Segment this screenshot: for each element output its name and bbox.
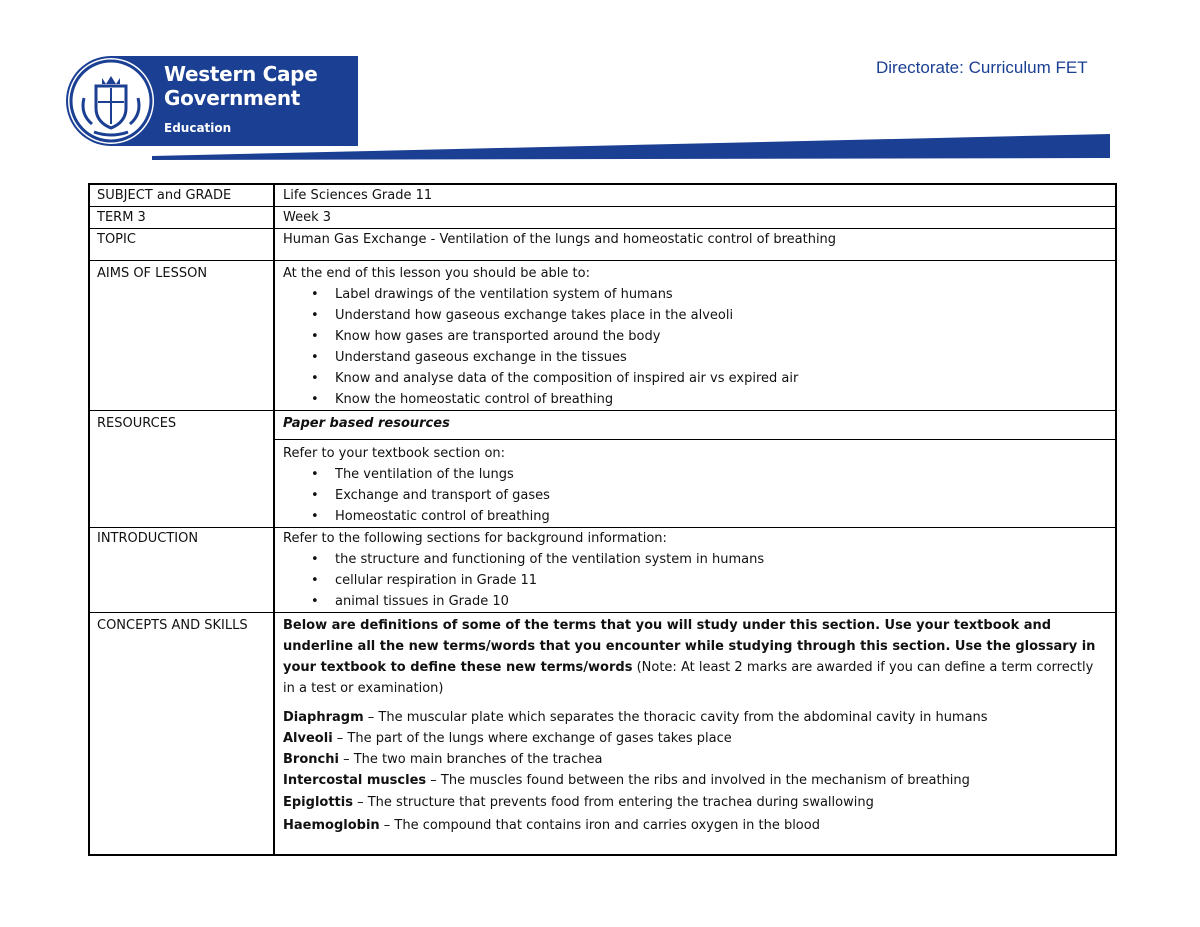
resources-list: [283, 464, 1107, 527]
resources-heading: [274, 411, 1116, 440]
topic-value: Human Gas Exchange - Ventilation of the lungs and homeostatic control of breathing: [274, 229, 1116, 261]
subject-label: SUBJECT and GRADE: [89, 184, 274, 207]
definition-item: [283, 707, 1107, 728]
wcg-logo: [66, 56, 358, 146]
row-subject: [89, 184, 1116, 207]
introduction-content: [274, 528, 1116, 613]
row-resources-heading: [89, 411, 1116, 440]
list-item: • Understand gaseous exchange in the tissues: [335, 347, 1107, 368]
list-item: • the structure and functioning of the ventilation system in humans: [335, 549, 1107, 570]
row-aims: [89, 261, 1116, 411]
logo-title-line2: Government: [164, 86, 301, 110]
introduction-list: [283, 549, 1107, 612]
definition-text: – The part of the lungs where exchange of gases takes place: [332, 731, 732, 746]
lesson-plan-table: [88, 183, 1117, 856]
list-item: • Know the homeostatic control of breathing: [335, 389, 1107, 410]
introduction-intro: Refer to the following sections for background information:: [283, 531, 667, 546]
aims-content: [274, 261, 1116, 411]
row-concepts: [89, 613, 1116, 856]
definition-term: Intercostal muscles: [283, 773, 427, 788]
resources-intro: Refer to your textbook section on:: [283, 446, 506, 461]
concepts-paragraph-bold: Below are definitions of some of the terms that you will study under this section. Use your textbook and underline all the new terms/words that you encounter while studying through this section. Use the glossary in your textbook to define these new terms/words: [283, 618, 1096, 675]
concepts-content: [274, 613, 1116, 856]
definition-term: Bronchi: [283, 752, 339, 767]
list-item: • The ventilation of the lungs: [335, 464, 1107, 485]
directorate-title: Directorate: Curriculum FET: [876, 58, 1088, 77]
list-item: • Homeostatic control of breathing: [335, 506, 1107, 527]
row-introduction: [89, 528, 1116, 613]
definition-item: [283, 728, 1107, 749]
list-item: • Label drawings of the ventilation system of humans: [335, 284, 1107, 305]
concepts-label: CONCEPTS AND SKILLS: [89, 613, 274, 856]
resources-heading-text: Paper based resources: [283, 416, 450, 431]
definition-item: [283, 792, 1107, 813]
topic-label: TOPIC: [89, 229, 274, 261]
definition-item: [283, 770, 1107, 791]
list-item: • cellular respiration in Grade 11: [335, 570, 1107, 591]
logo-subtitle: Education: [164, 121, 232, 135]
term-value: Week 3: [274, 207, 1116, 229]
definition-term: Haemoglobin: [283, 818, 380, 833]
list-item: • Know how gases are transported around the body: [335, 326, 1107, 347]
definition-text: – The muscles found between the ribs and involved in the mechanism of breathing: [426, 773, 970, 788]
aims-label: AIMS OF LESSON: [89, 261, 274, 411]
list-item: • animal tissues in Grade 10: [335, 591, 1107, 612]
coat-of-arms-icon: [68, 58, 154, 144]
concepts-paragraph: [283, 615, 1107, 699]
list-item: • Exchange and transport of gases: [335, 485, 1107, 506]
definitions-list: [283, 707, 1107, 836]
definition-term: Alveoli: [283, 731, 333, 746]
logo-title: [164, 62, 317, 110]
definition-term: Epiglottis: [283, 795, 353, 810]
logo-title-line1: Western Cape: [164, 62, 318, 86]
header-band: [152, 134, 1112, 160]
subject-value: Life Sciences Grade 11: [274, 184, 1116, 207]
resources-content: [274, 440, 1116, 528]
row-topic: [89, 229, 1116, 261]
aims-list: [283, 284, 1107, 410]
list-item: • Understand how gaseous exchange takes place in the alveoli: [335, 305, 1107, 326]
resources-label: RESOURCES: [89, 411, 274, 528]
term-label: TERM 3: [89, 207, 274, 229]
definition-text: – The structure that prevents food from entering the trachea during swallowing: [352, 795, 874, 810]
concepts-paragraph-note: (Note: At least 2 marks are awarded if you can define a term correctly in a test or examination): [283, 660, 1094, 696]
row-term: [89, 207, 1116, 229]
definition-term: Diaphragm: [283, 710, 364, 725]
list-item: • Know and analyse data of the composition of inspired air vs expired air: [335, 368, 1107, 389]
introduction-label: INTRODUCTION: [89, 528, 274, 613]
definition-item: [283, 749, 1107, 770]
definition-item: [283, 815, 1107, 836]
aims-intro: At the end of this lesson you should be able to:: [283, 266, 590, 281]
definition-text: – The muscular plate which separates the thoracic cavity from the abdominal cavity in humans: [363, 710, 988, 725]
definition-text: – The compound that contains iron and carries oxygen in the blood: [379, 818, 820, 833]
definition-text: – The two main branches of the trachea: [338, 752, 603, 767]
